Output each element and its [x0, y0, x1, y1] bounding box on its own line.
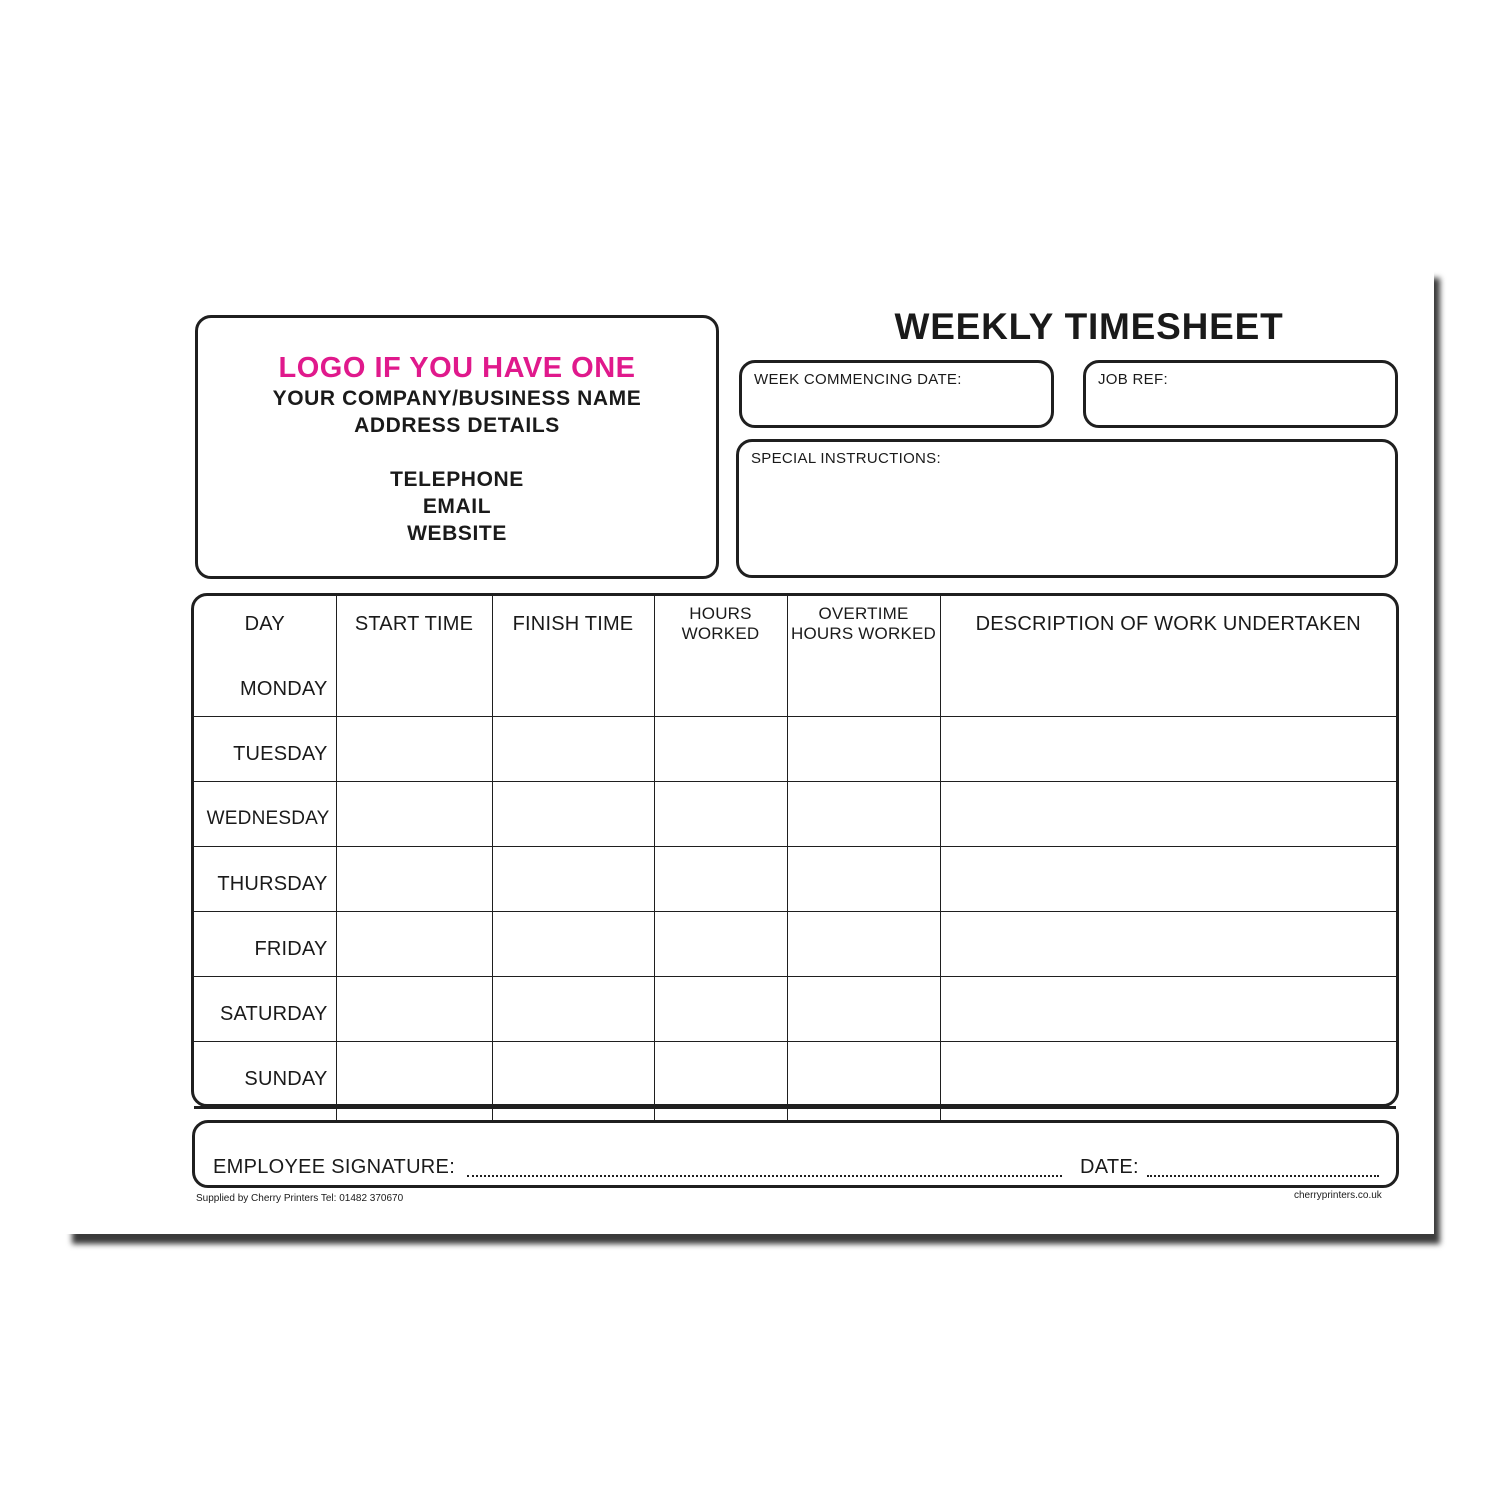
- start-time-cell[interactable]: [336, 717, 492, 782]
- description-cell[interactable]: [940, 912, 1396, 977]
- day-label: FRIDAY: [194, 912, 336, 977]
- table-row: [194, 717, 1396, 782]
- start-time-cell[interactable]: [336, 912, 492, 977]
- employee-signature-label: EMPLOYEE SIGNATURE:: [213, 1156, 456, 1178]
- hours-worked-cell[interactable]: [654, 717, 787, 782]
- overtime-cell[interactable]: [787, 717, 940, 782]
- website-footer: cherryprinters.co.uk: [1294, 1190, 1382, 1201]
- finish-time-cell[interactable]: [492, 652, 654, 717]
- telephone-text: TELEPHONE: [390, 468, 524, 491]
- header-start-time: START TIME: [336, 596, 492, 652]
- day-label: SATURDAY: [194, 977, 336, 1042]
- table-header-row: [194, 596, 1396, 652]
- header-overtime-line2: HOURS WORKED: [790, 624, 937, 643]
- website-text: WEBSITE: [407, 522, 507, 545]
- day-label: SUNDAY: [194, 1042, 336, 1108]
- finish-time-cell[interactable]: [492, 1042, 654, 1108]
- header-overtime-hours: [787, 596, 940, 652]
- header-finish-time: FINISH TIME: [492, 596, 654, 652]
- table-row: [194, 977, 1396, 1042]
- description-cell[interactable]: [940, 847, 1396, 912]
- page-title: WEEKLY TIMESHEET: [894, 306, 1284, 347]
- special-instructions-label: SPECIAL INSTRUCTIONS:: [751, 450, 941, 467]
- table-row: [194, 847, 1396, 912]
- start-time-cell[interactable]: [336, 847, 492, 912]
- company-details-box: [195, 315, 719, 579]
- job-ref-label: JOB REF:: [1098, 371, 1168, 388]
- finish-time-cell[interactable]: [492, 847, 654, 912]
- overtime-cell[interactable]: [787, 782, 940, 847]
- day-label: TUESDAY: [194, 717, 336, 782]
- table-row: [194, 912, 1396, 977]
- hours-worked-cell[interactable]: [654, 782, 787, 847]
- hours-worked-cell[interactable]: [654, 1042, 787, 1108]
- email-text: EMAIL: [422, 495, 492, 518]
- day-label: MONDAY: [194, 652, 336, 717]
- hours-worked-cell[interactable]: [654, 912, 787, 977]
- logo-placeholder: LOGO IF YOU HAVE ONE: [278, 352, 636, 384]
- start-time-cell[interactable]: [336, 782, 492, 847]
- timesheet-sheet: [64, 268, 1434, 1234]
- header-hours-worked: [654, 596, 787, 652]
- finish-time-cell[interactable]: [492, 912, 654, 977]
- day-label: WEDNESDAY: [194, 782, 336, 847]
- date-label: DATE:: [1080, 1156, 1139, 1178]
- week-commencing-date-field[interactable]: [739, 360, 1054, 428]
- hours-worked-cell[interactable]: [654, 977, 787, 1042]
- overtime-cell[interactable]: [787, 912, 940, 977]
- start-time-cell[interactable]: [336, 652, 492, 717]
- description-cell[interactable]: [940, 977, 1396, 1042]
- finish-time-cell[interactable]: [492, 977, 654, 1042]
- table-row: [194, 1042, 1396, 1108]
- finish-time-cell[interactable]: [492, 717, 654, 782]
- special-instructions-field[interactable]: [736, 439, 1398, 578]
- overtime-cell[interactable]: [787, 977, 940, 1042]
- job-ref-field[interactable]: [1083, 360, 1398, 428]
- date-line[interactable]: [1147, 1175, 1379, 1177]
- description-cell[interactable]: [940, 1042, 1396, 1108]
- contact-block: [198, 466, 716, 547]
- header-overtime-line1: OVERTIME: [818, 604, 909, 623]
- header-hours-worked-line1: HOURS: [689, 604, 752, 623]
- hours-worked-cell[interactable]: [654, 847, 787, 912]
- supplier-footer: Supplied by Cherry Printers Tel: 01482 370670: [196, 1193, 404, 1204]
- day-label: THURSDAY: [194, 847, 336, 912]
- table-row: [194, 652, 1396, 717]
- overtime-cell[interactable]: [787, 847, 940, 912]
- overtime-cell[interactable]: [787, 652, 940, 717]
- overtime-cell[interactable]: [787, 1042, 940, 1108]
- signature-box: [192, 1120, 1399, 1188]
- timesheet-table: [194, 596, 1396, 1173]
- finish-time-cell[interactable]: [492, 782, 654, 847]
- start-time-cell[interactable]: [336, 1042, 492, 1108]
- description-cell[interactable]: [940, 782, 1396, 847]
- header-day: DAY: [194, 596, 336, 652]
- description-cell[interactable]: [940, 652, 1396, 717]
- header-description: DESCRIPTION OF WORK UNDERTAKEN: [940, 596, 1396, 652]
- address-details: ADDRESS DETAILS: [354, 414, 560, 437]
- company-name: YOUR COMPANY/BUSINESS NAME: [272, 387, 642, 410]
- timesheet-table-box: [191, 593, 1399, 1107]
- start-time-cell[interactable]: [336, 977, 492, 1042]
- header-hours-worked-line2: WORKED: [681, 624, 760, 643]
- week-commencing-date-label: WEEK COMMENCING DATE:: [754, 371, 962, 388]
- hours-worked-cell[interactable]: [654, 652, 787, 717]
- table-row: [194, 782, 1396, 847]
- description-cell[interactable]: [940, 717, 1396, 782]
- employee-signature-line[interactable]: [467, 1175, 1062, 1177]
